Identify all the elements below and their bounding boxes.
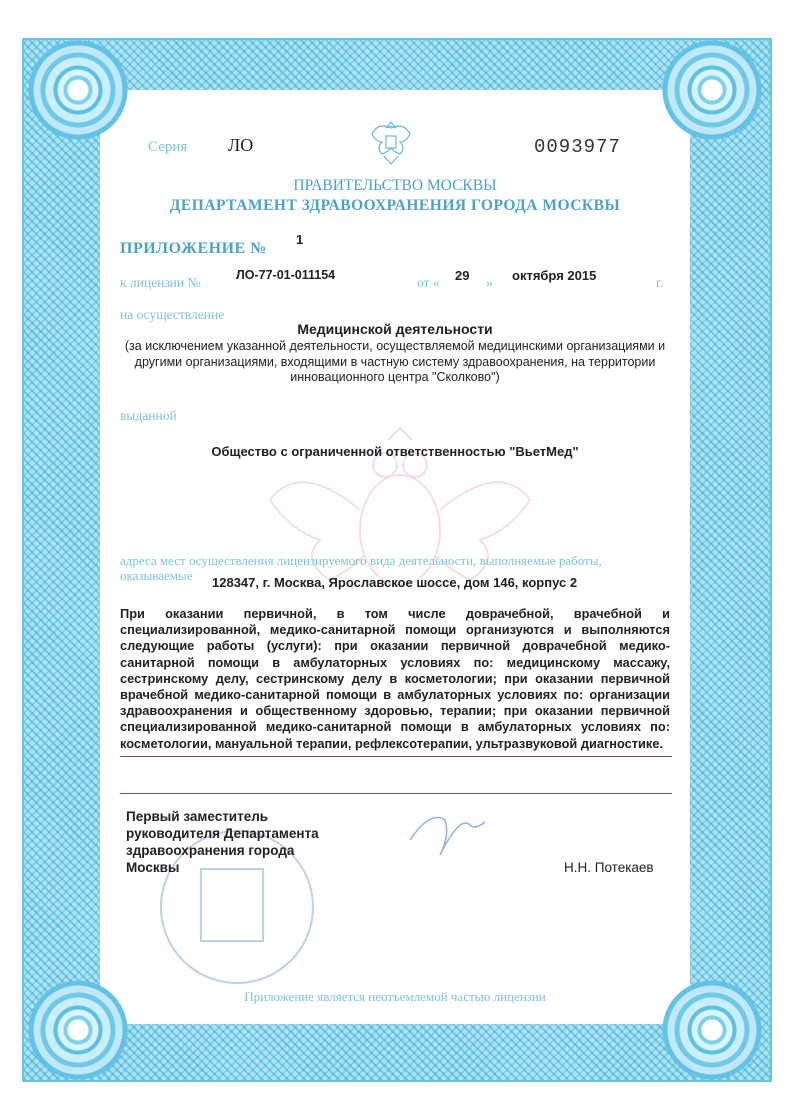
appendix-label: ПРИЛОЖЕНИЕ № xyxy=(120,240,267,257)
government-title: ПРАВИТЕЛЬСТВО МОСКВЫ xyxy=(293,177,497,194)
activity-label: на осуществление xyxy=(120,307,225,322)
series-label: Серия xyxy=(148,139,188,155)
divider-line xyxy=(120,756,672,757)
address-label-cont: оказываемые xyxy=(120,568,193,583)
date-month-year: октября 2015 xyxy=(512,268,597,283)
services-text: При оказании первичной, в том числе доврачебной, врачебной и специализированной, медико-санитарной помощи организуются и выполняются следующие работы (услуги): при оказании первичной доврачебной медико-санитарной помощи в амбулаторных условиях по: медицинскому массажу, сестринскому делу, сестринскому делу в косметологии; при оказании первичной врачебной медико-санитарной помощи в амбулаторных условиях по: организации здравоохранения и общественному здоровью, терапии; при оказании первичной специализированной медико-санитарной помощи в амбулаторных условиях по: косметологии, мануальной терапии, рефлексотерапии, ультразвуковой диагностике. xyxy=(120,606,670,751)
signatory-position: Москвы xyxy=(126,860,180,875)
footer-note: Приложение является неотъемлемой частью лицензии xyxy=(244,989,546,1004)
handwritten-signature-icon xyxy=(400,800,490,870)
signatory-name: Н.Н. Потекаев xyxy=(564,860,654,875)
address-value: 128347, г. Москва, Ярославское шоссе, дом 146, корпус 2 xyxy=(212,575,578,590)
activity-description: (за исключением указанной деятельности, осуществляемой медицинскими организациями и другими организациями, входящими в частную систему здравоохранения, на территории инновационного центра "Сколково") xyxy=(124,339,666,384)
signatory-position: руководителя Департамента xyxy=(126,826,319,841)
series-value: ЛО xyxy=(228,135,254,155)
license-label: к лицензии № xyxy=(120,275,201,290)
date-close-quote: » xyxy=(486,275,493,290)
stamp-emblem-icon xyxy=(200,868,264,942)
signatory-position: Первый заместитель xyxy=(126,809,269,824)
date-day: 29 xyxy=(455,268,470,283)
coat-of-arms-icon xyxy=(368,116,414,168)
license-number: ЛО-77-01-011154 xyxy=(236,268,336,282)
issued-label: выданной xyxy=(120,408,177,423)
year-suffix: г. xyxy=(656,275,664,290)
document-number: 0093977 xyxy=(534,136,621,158)
activity-title: Медицинской деятельности xyxy=(297,321,493,337)
corner-rosette-icon xyxy=(28,40,128,140)
corner-rosette-icon xyxy=(662,40,762,140)
divider-line xyxy=(120,793,672,794)
organization-name: Общество с ограниченной ответственностью "ВьетМед" xyxy=(211,444,579,459)
date-from-label: от « xyxy=(417,275,440,290)
appendix-number: 1 xyxy=(296,232,304,247)
signatory-position: здравоохранения города xyxy=(126,843,295,858)
address-label: адреса мест осуществления лицензируемого вида деятельности, выполняемые работы, xyxy=(120,553,602,568)
department-title: ДЕПАРТАМЕНТ ЗДРАВООХРАНЕНИЯ ГОРОДА МОСКВЫ xyxy=(169,197,621,214)
